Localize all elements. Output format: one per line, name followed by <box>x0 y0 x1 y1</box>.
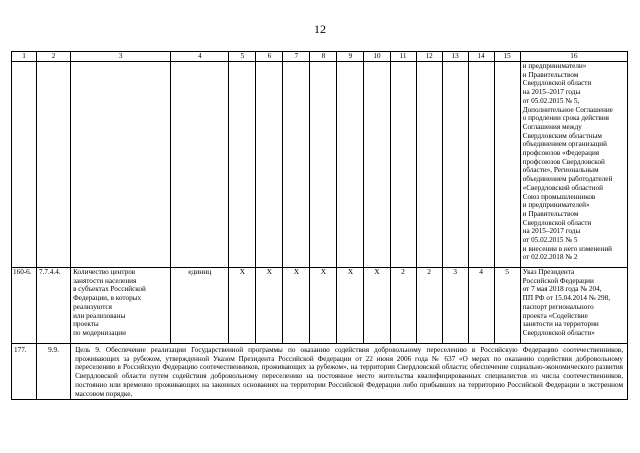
col-header: 1 <box>12 52 37 62</box>
col-header: 9 <box>337 52 364 62</box>
col-header: 10 <box>364 52 390 62</box>
row-number: 160-6. <box>12 268 37 344</box>
col-header: 15 <box>494 52 520 62</box>
source-cell <box>520 62 627 268</box>
unit-cell: единиц <box>171 268 229 344</box>
value-cell: X <box>310 268 337 344</box>
col-header: 8 <box>310 52 337 62</box>
source-line: объединением работодателей <box>522 175 613 184</box>
source-line: и предпринимателей» <box>522 201 590 210</box>
table-row-177 <box>12 344 628 400</box>
source-line: о продлении срока действия <box>522 114 609 123</box>
col-header: 7 <box>283 52 310 62</box>
value-cell: X <box>256 268 283 344</box>
source-line: и внесении в него изменений <box>522 244 613 253</box>
source-line: Свердловским областным <box>522 131 602 140</box>
source-line: и предприниматели» <box>522 62 587 70</box>
col-header: 14 <box>468 52 494 62</box>
name-line: Количество центров <box>73 268 136 276</box>
name-line: реализуются <box>73 302 112 311</box>
source-line: Союз промышленников <box>522 192 596 201</box>
value-cell: 3 <box>442 268 468 344</box>
col-header: 5 <box>229 52 256 62</box>
value-cell: 4 <box>468 268 494 344</box>
name-line: или реализованы <box>73 311 126 320</box>
source-line: занятости на территории <box>522 320 599 329</box>
col-header: 11 <box>390 52 416 62</box>
source-cell <box>520 268 627 344</box>
col-header: 12 <box>416 52 442 62</box>
source-line: на 2015–2017 годы <box>522 227 581 236</box>
value-cell: 5 <box>494 268 520 344</box>
value-cell: X <box>364 268 390 344</box>
source-line: Указ Президента <box>522 268 575 276</box>
name-line: проекты <box>73 320 99 329</box>
source-line: от 7 мая 2018 года № 204, <box>522 285 602 294</box>
source-line: области», Региональным <box>522 166 599 175</box>
table-row-160 <box>12 268 628 344</box>
source-line: от 02.02.2018 № 2 <box>522 253 578 262</box>
source-line: на 2015–2017 годы <box>522 88 581 97</box>
source-line: профсоюзов «Федерация <box>522 149 600 158</box>
source-line: от 05.02.2015 № 5, <box>522 96 580 105</box>
row-number: 177. <box>12 344 37 400</box>
source-line: «Свердловский областной <box>522 183 603 192</box>
row-code: 7.7.4.4. <box>37 268 71 344</box>
name-line: Федерации, в которых <box>73 294 142 303</box>
source-line: проекта «Содействие <box>522 311 588 320</box>
source-line: от 05.02.2015 № 5 <box>522 236 578 245</box>
goal-text: Цель 9. Обеспечение реализации Государственной программы по оказанию содействия добровольному переселению в Российскую Федерацию соотечественников, проживающих за рубежом, утвержденной Указом Президента Российской Федерации от 22 июня 2006 года № 637 «О мерах по оказанию содействия добровольному переселению в Российскую Федерацию соотечественников, проживающих за рубежом», на территории Свердловской области; обеспечение социально-экономического развития Свердловской области путем содействия добровольному переселению на постоянное место жительства квалифицированных специалистов из числа соотечественников, постоянно или временно проживающих на законных основаниях на территории Российской Федерации либо прибывших на территорию Российской Федерации в экстренном массовом порядке, <box>71 344 628 400</box>
source-line: паспорт регионального <box>522 302 594 311</box>
col-header: 2 <box>37 52 71 62</box>
name-line: по модернизации <box>73 328 126 337</box>
source-line: Российской Федерации <box>522 276 594 285</box>
source-line: Свердловской области <box>522 218 592 227</box>
value-cell: X <box>337 268 364 344</box>
col-header: 13 <box>442 52 468 62</box>
row-code: 9.9. <box>37 344 71 400</box>
value-cell: 2 <box>416 268 442 344</box>
table-row-continuation <box>12 62 628 268</box>
source-line: Соглашения между <box>522 122 582 131</box>
col-header: 4 <box>171 52 229 62</box>
value-cell: 2 <box>390 268 416 344</box>
indicator-name-cell <box>71 268 171 344</box>
col-header: 16 <box>520 52 627 62</box>
source-line: и Правительством <box>522 209 579 218</box>
name-line: занятости населения <box>73 276 137 285</box>
value-cell: X <box>229 268 256 344</box>
source-line: и Правительством <box>522 70 579 79</box>
source-line: Свердловской области» <box>522 328 595 337</box>
col-header: 6 <box>256 52 283 62</box>
source-line: Дополнительное Соглашение <box>522 105 613 114</box>
header-row <box>12 52 628 62</box>
col-header: 3 <box>71 52 171 62</box>
value-cell: X <box>283 268 310 344</box>
source-line: объединением организаций <box>522 140 607 149</box>
page-number: 12 <box>314 22 326 36</box>
source-line: ПП РФ от 15.04.2014 № 298, <box>522 294 611 303</box>
name-line: в субъектах Российской <box>73 285 146 294</box>
indicator-table <box>11 51 628 400</box>
source-line: профсоюзов Свердловской <box>522 157 605 166</box>
source-line: Свердловской области <box>522 79 592 88</box>
